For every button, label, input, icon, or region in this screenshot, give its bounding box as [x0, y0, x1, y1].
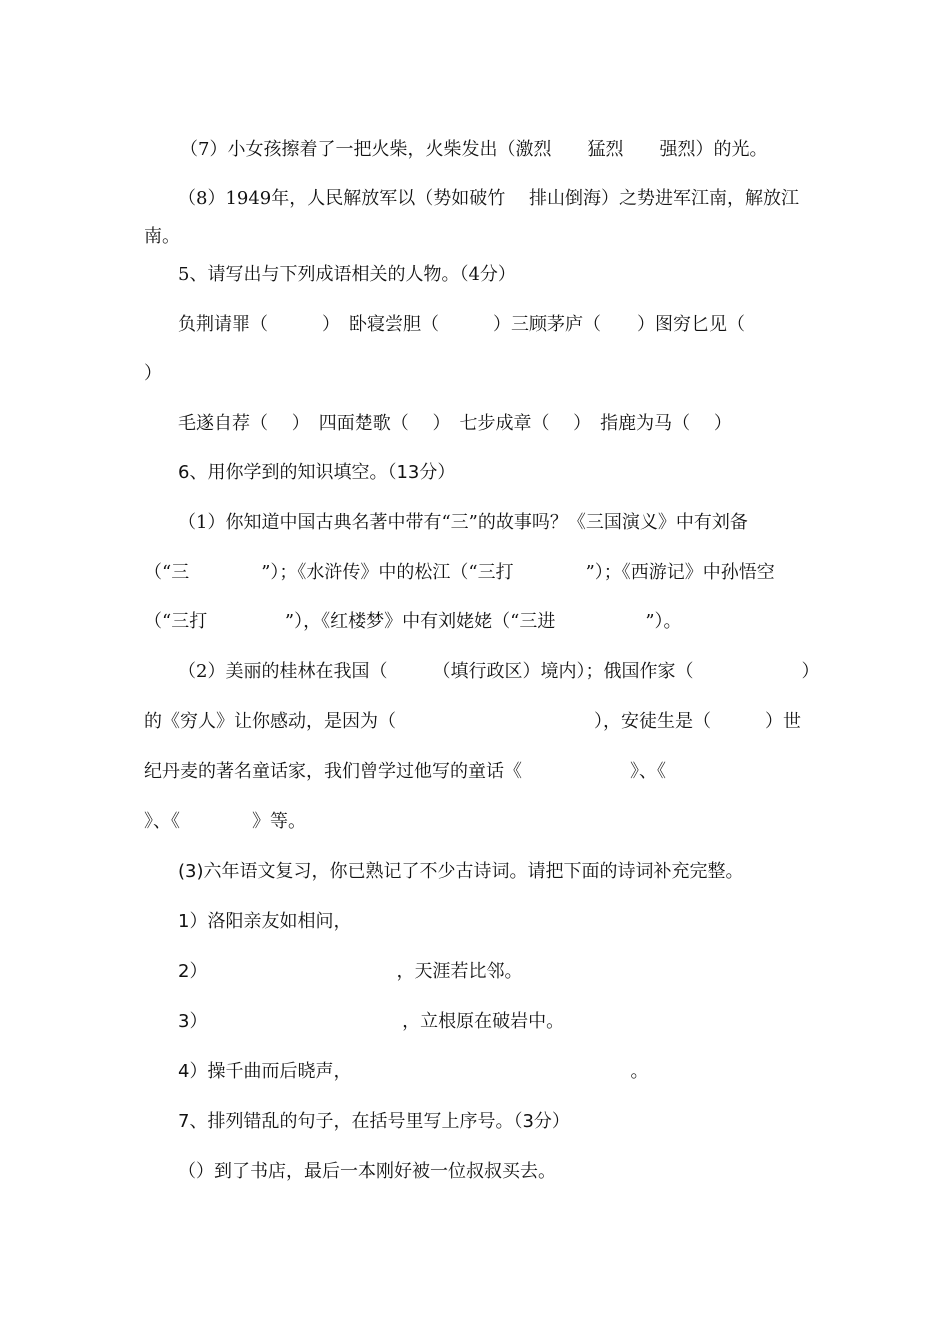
question-line: （2）美丽的桂林在我国（ （填行政区）境内）；俄国作家（ ）: [178, 661, 820, 682]
question-line: （7）小女孩擦着了一把火柴，火柴发出（激烈 猛烈 强烈）的光。: [180, 139, 768, 160]
poem-line: 1）洛阳亲友如相问，: [178, 911, 352, 932]
idiom-row: 毛遂自荐（ ） 四面楚歌（ ） 七步成章（ ） 指鹿为马（ ）: [178, 413, 732, 434]
section-title: (3)六年语文复习，你已熟记了不少古诗词。请把下面的诗词补充完整。: [178, 861, 744, 882]
question-line: 》、《 》等。: [144, 811, 306, 832]
idiom-row: ）: [144, 363, 162, 384]
question-line: （“三 ”）；《水浒传》中的松江（“三打 ”）；《西游记》中孙悟空: [144, 562, 775, 583]
poem-line: 4）操千曲而后晓声， 。: [178, 1061, 649, 1082]
question-line: 纪丹麦的著名童话家，我们曾学过他写的童话《 》、《: [144, 761, 666, 782]
poem-line: 2） ，天涯若比邻。: [178, 961, 523, 982]
question-line: （8）1949年，人民解放军以（势如破竹 排山倒海）之势进军江南，解放江: [178, 188, 799, 209]
question-line: （“三打 ”），《红楼梦》中有刘姥姥（“三进 ”）。: [144, 611, 682, 632]
question-line: （）到了书店，最后一本刚好被一位叔叔买去。: [178, 1161, 556, 1182]
poem-line: 3） ，立根原在破岩中。: [178, 1011, 565, 1032]
question-line: （1）你知道中国古典名著中带有“三”的故事吗？《三国演义》中有刘备: [178, 512, 748, 533]
idiom-row: 负荆请罪（ ） 卧寝尝胆（ ）三顾茅庐（ ）图穷匕见（: [178, 314, 745, 335]
question-line: 的《穷人》让你感动，是因为（ ），安徒生是（ ）世: [144, 711, 801, 732]
section-title: 6、用你学到的知识填空。（13分）: [178, 462, 456, 483]
question-line: 南。: [144, 226, 180, 247]
section-title: 5、请写出与下列成语相关的人物。（4分）: [178, 264, 516, 285]
section-title: 7、排列错乱的句子，在括号里写上序号。（3分）: [178, 1111, 570, 1132]
